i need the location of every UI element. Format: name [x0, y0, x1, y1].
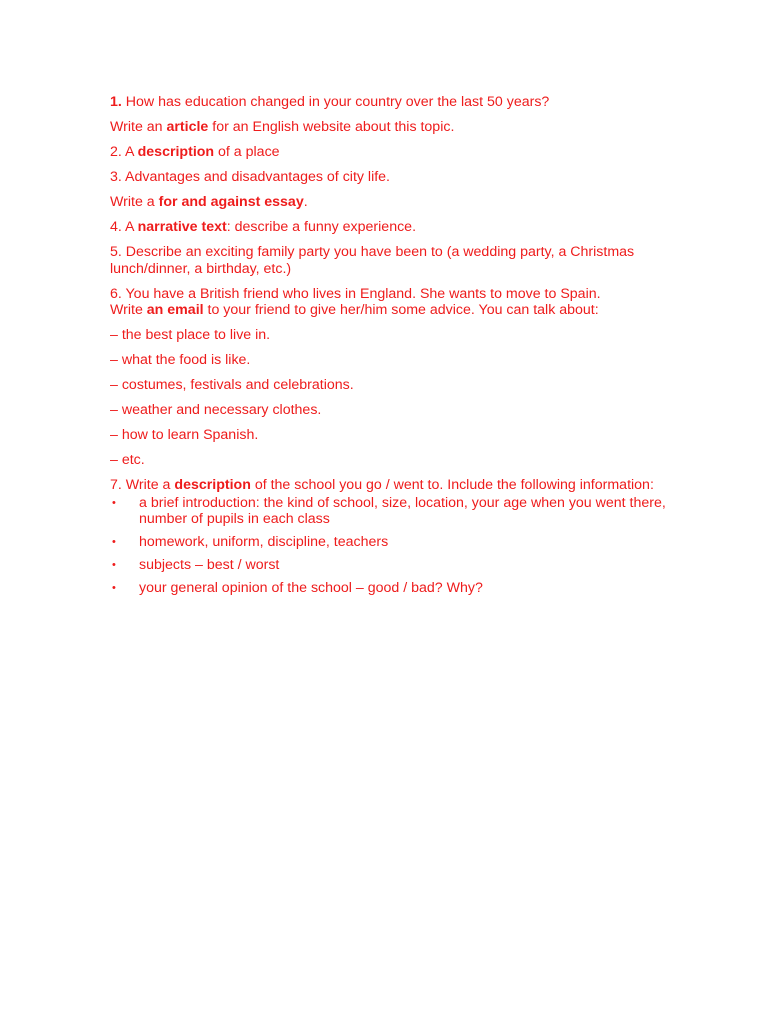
question-6-point: – weather and necessary clothes.	[110, 402, 322, 418]
question-3-task	[110, 194, 670, 211]
question-2	[110, 144, 670, 161]
task-suffix: .	[303, 194, 308, 210]
task-suffix: for an English website about this topic.	[208, 119, 455, 135]
question-4-prefix: 4. A	[110, 219, 138, 235]
document-body	[110, 94, 670, 603]
question-1-number: 1.	[110, 94, 122, 110]
question-6-task-type: an email	[146, 302, 204, 318]
list-item-text: homework, uniform, discipline, teachers	[139, 534, 389, 550]
question-7-suffix: of the school you go / went to. Include the following information:	[250, 477, 654, 493]
question-5: 5. Describe an exciting family party you have been to (a wedding party, a Christmas lunch/dinner, a birthday, etc.)	[110, 244, 635, 277]
question-6-prefix: Write	[110, 302, 147, 318]
question-1	[110, 94, 670, 111]
question-4-task-type: narrative text	[137, 219, 227, 235]
question-6-point: – how to learn Spanish.	[110, 427, 259, 443]
task-prefix: Write a	[110, 194, 159, 210]
question-1-task	[110, 119, 670, 136]
question-6-point: – what the food is like.	[110, 352, 251, 368]
list-item-text: your general opinion of the school – good / bad? Why?	[139, 580, 483, 596]
question-7-prefix: 7. Write a	[110, 477, 175, 493]
question-7	[110, 477, 670, 494]
question-6-point: – etc.	[110, 452, 145, 468]
task-type: article	[166, 119, 209, 135]
question-4-suffix: : describe a funny experience.	[226, 219, 417, 235]
bullet-icon: •	[112, 559, 116, 571]
task-prefix: Write an	[110, 119, 167, 135]
question-6-line-1: 6. You have a British friend who lives in England. She wants to move to Spain.	[110, 285, 601, 302]
question-6-suffix: to your friend to give her/him some advice. You can talk about:	[203, 302, 599, 318]
question-2-prefix: 2. A	[110, 144, 138, 160]
question-7-task-type: description	[174, 477, 251, 493]
list-item	[110, 534, 670, 551]
bullet-icon: •	[112, 536, 116, 548]
list-item-text: a brief introduction: the kind of school, size, location, your age when you went there, number of pupils in each class	[139, 494, 666, 527]
question-2-task-type: description	[137, 144, 215, 160]
list-item	[110, 495, 670, 528]
list-item	[110, 557, 670, 574]
question-6-point: – the best place to live in.	[110, 327, 271, 343]
question-4	[110, 219, 670, 236]
question-1-text: How has education changed in your country over the last 50 years?	[125, 94, 550, 110]
question-3: 3. Advantages and disadvantages of city life.	[110, 169, 390, 185]
bullet-icon: •	[112, 582, 116, 594]
question-6-point: – costumes, festivals and celebrations.	[110, 377, 354, 393]
bullet-icon: •	[112, 496, 116, 509]
question-2-suffix: of a place	[214, 144, 280, 160]
question-7-bullet-list	[110, 495, 670, 597]
list-item	[110, 580, 670, 597]
list-item-text: subjects – best / worst	[139, 557, 280, 573]
question-6	[110, 286, 670, 319]
task-type: for and against essay	[158, 194, 304, 210]
